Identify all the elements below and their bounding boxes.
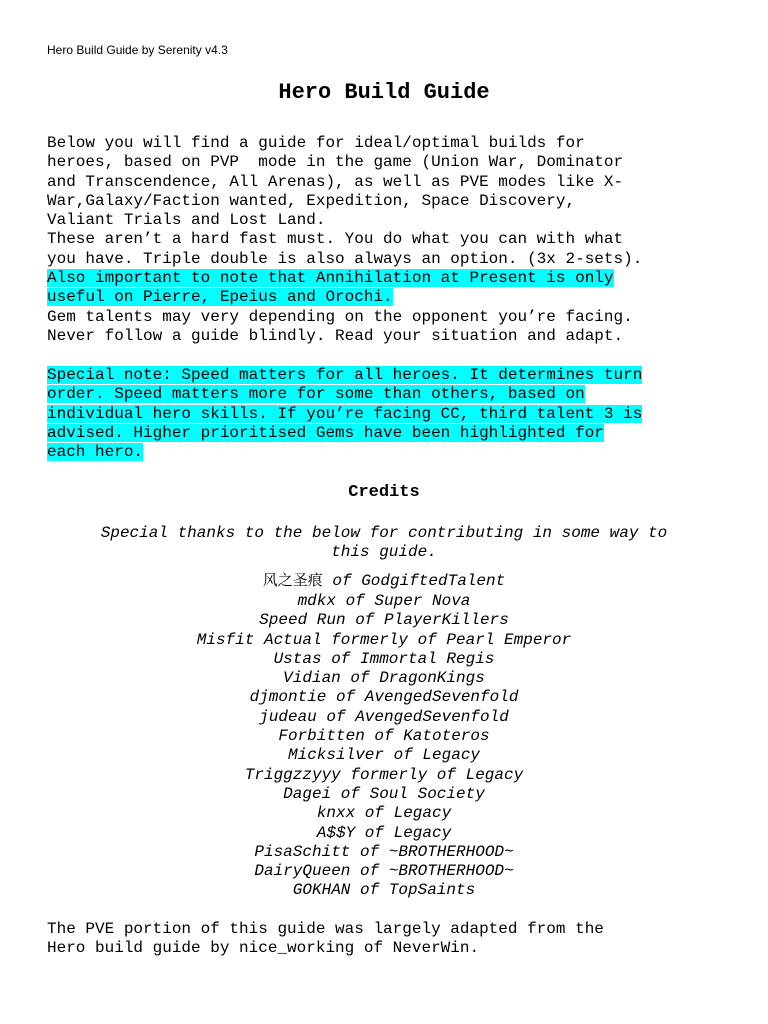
intro-line: heroes, based on PVP mode in the game (Union War, Dominator	[47, 153, 624, 172]
intro-line: Gem talents may very depending on the opponent you’re facing.	[47, 307, 633, 326]
contributor-guild: of GodgiftedTalent	[322, 572, 506, 590]
contributor-item: judeau of AvengedSevenfold	[259, 707, 509, 726]
attribution-line: Hero build guide by nice_working of NeverWin.	[47, 939, 480, 958]
contributor-item: DairyQueen of ~BROTHERHOOD~	[254, 862, 514, 881]
contributor-item: Ustas of Immortal Regis	[273, 649, 495, 668]
contributor-item: PisaSchitt of ~BROTHERHOOD~	[254, 842, 514, 861]
special-note-line	[47, 385, 727, 404]
pve-attribution	[47, 920, 727, 959]
intro-line: Never follow a guide blindly. Read your situation and adapt.	[47, 326, 624, 345]
special-note-line	[47, 443, 727, 462]
page-title: Hero Build Guide	[278, 80, 490, 105]
contributor-item: Speed Run of PlayerKillers	[259, 611, 509, 630]
intro-line: These aren’t a hard fast must. You do what you can with what	[47, 230, 624, 249]
special-note-paragraph	[47, 366, 727, 462]
intro-line: Below you will find a guide for ideal/optimal builds for	[47, 134, 585, 152]
contributor-item: Vidian of DragonKings	[283, 669, 485, 688]
thanks-line: Special thanks to the below for contributing in some way to	[100, 524, 668, 542]
highlighted-text: order. Speed matters more for some than others, based on	[47, 385, 585, 404]
contributor-item: Triggzzyyy formerly of Legacy	[244, 765, 524, 784]
attribution-line: The PVE portion of this guide was largely adapted from the	[47, 920, 604, 938]
contributor-item: djmontie of AvengedSevenfold	[249, 688, 519, 707]
contributor-item: Forbitten of Katoteros	[278, 727, 490, 746]
special-note-line	[47, 405, 727, 424]
contributor-item: mdkx of Super Nova	[297, 592, 471, 610]
contributor-item: Misfit Actual formerly of Pearl Emperor	[196, 630, 572, 649]
highlighted-text: advised. Higher prioritised Gems have been highlighted for	[47, 423, 604, 442]
thanks-text	[0, 524, 768, 563]
highlighted-text: Special note: Speed matters for all heroes. It determines turn	[47, 366, 643, 384]
contributor-cjk-name: 风之圣痕	[262, 571, 323, 589]
contributor-item: Dagei of Soul Society	[283, 784, 485, 803]
special-note-line	[47, 424, 727, 443]
intro-paragraph	[47, 134, 727, 346]
highlighted-text: Also important to note that Annihilation at Present is only	[47, 269, 614, 288]
contributors-list	[0, 569, 768, 901]
credits-heading: Credits	[348, 483, 420, 502]
intro-line: and Transcendence, All Arenas), as well as PVE modes like X-	[47, 172, 624, 191]
intro-line: Valiant Trials and Lost Land.	[47, 211, 326, 230]
contributor-item: A$$Y of Legacy	[316, 823, 452, 842]
intro-line: War,Galaxy/Faction wanted, Expedition, Space Discovery,	[47, 191, 576, 210]
page-header: Hero Build Guide by Serenity v4.3	[47, 43, 228, 57]
highlighted-text: useful on Pierre, Epeius and Orochi.	[47, 288, 393, 307]
highlighted-text: each hero.	[47, 443, 144, 462]
contributor-item: knxx of Legacy	[316, 804, 452, 823]
contributor-item: Micksilver of Legacy	[287, 746, 481, 765]
intro-line: you have. Triple double is also always an option. (3x 2-sets).	[47, 249, 643, 268]
contributor-item	[0, 569, 768, 592]
intro-line-highlighted	[47, 288, 727, 307]
special-note-line	[47, 366, 727, 385]
contributor-item: GOKHAN of TopSaints	[292, 881, 476, 900]
highlighted-text: individual hero skills. If you’re facing CC, third talent 3 is	[47, 404, 643, 423]
thanks-line: this guide.	[331, 543, 437, 562]
intro-line-highlighted	[47, 269, 727, 288]
